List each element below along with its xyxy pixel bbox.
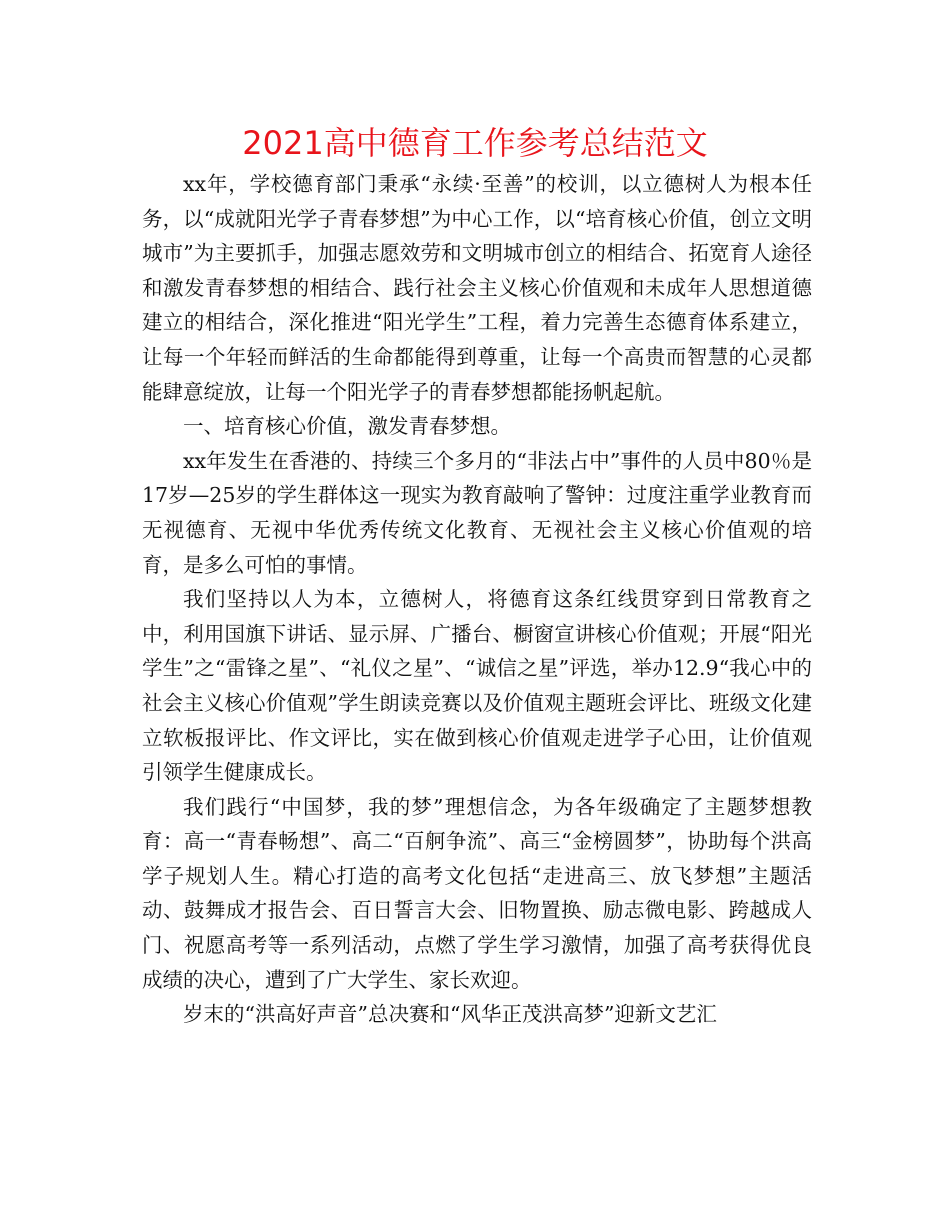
paragraph-year-end: 岁末的“洪高好声音”总决赛和“风华正茂洪高梦”迎新文艺汇 — [183, 1002, 717, 1027]
paragraph-china-dream: 我们践行“中国梦，我的梦”理想信念，为各年级确定了主题梦想教育：高一“青春畅想”、高二“百舸争流”、高三“金榜圆梦”，协助每个洪高学子规划人生。精心打造的高考文化包括“走进高三、放飞梦想”主题活动、鼓舞成才报告会、百日誓言大会、旧物置换、励志微电影、跨越成人门、祝愿高考等一系列活动，点燃了学生学习激情，加强了高考获得优良成绩的决心，遭到了广大学生、家长欢迎。 — [142, 794, 812, 992]
document-title: 2021高中德育工作参考总结范文 — [242, 124, 708, 162]
paragraph-hongkong: xx年发生在香港的、持续三个多月的“非法占中”事件的人员中80％是17岁—25岁的学生群体这一现实为教育敲响了警钟：过度注重学业教育而无视德育、无视中华优秀传统文化教育、无视社会主义核心价值观的培育，是多么可怕的事情。 — [142, 448, 812, 577]
section-heading-1: 一、培育核心价值，激发青春梦想。 — [183, 414, 511, 439]
paragraph-intro: xx年，学校德育部门秉承“永续·至善”的校训，以立德树人为根本任务，以“成就阳光学子青春梦想”为中心工作，以“培育核心价值，创立文明城市”为主要抓手，加强志愿效劳和文明城市创立的相结合、拓宽育人途径和激发青春梦想的相结合、践行社会主义核心价值观和未成年人思想道德建立的相结合，深化推进“阳光学生”工程，着力完善生态德育体系建立，让每一个年轻而鲜活的生命都能得到尊重，让每一个高贵而智慧的心灵都能肆意绽放，让每一个阳光学子的青春梦想都能扬帆起航。 — [142, 172, 812, 404]
paragraph-core-values: 我们坚持以人为本，立德树人，将德育这条红线贯穿到日常教育之中，利用国旗下讲话、显示屏、广播台、橱窗宣讲核心价值观；开展“阳光学生”之“雷锋之星”、“礼仪之星”、“诚信之星”评选，举办12.9“我心中的社会主义核心价值观”学生朗读竞赛以及价值观主题班会评比、班级文化建立软板报评比、作文评比，实在做到核心价值观走进学子心田，让价值观引领学生健康成长。 — [142, 587, 812, 785]
document-body — [142, 167, 812, 1032]
